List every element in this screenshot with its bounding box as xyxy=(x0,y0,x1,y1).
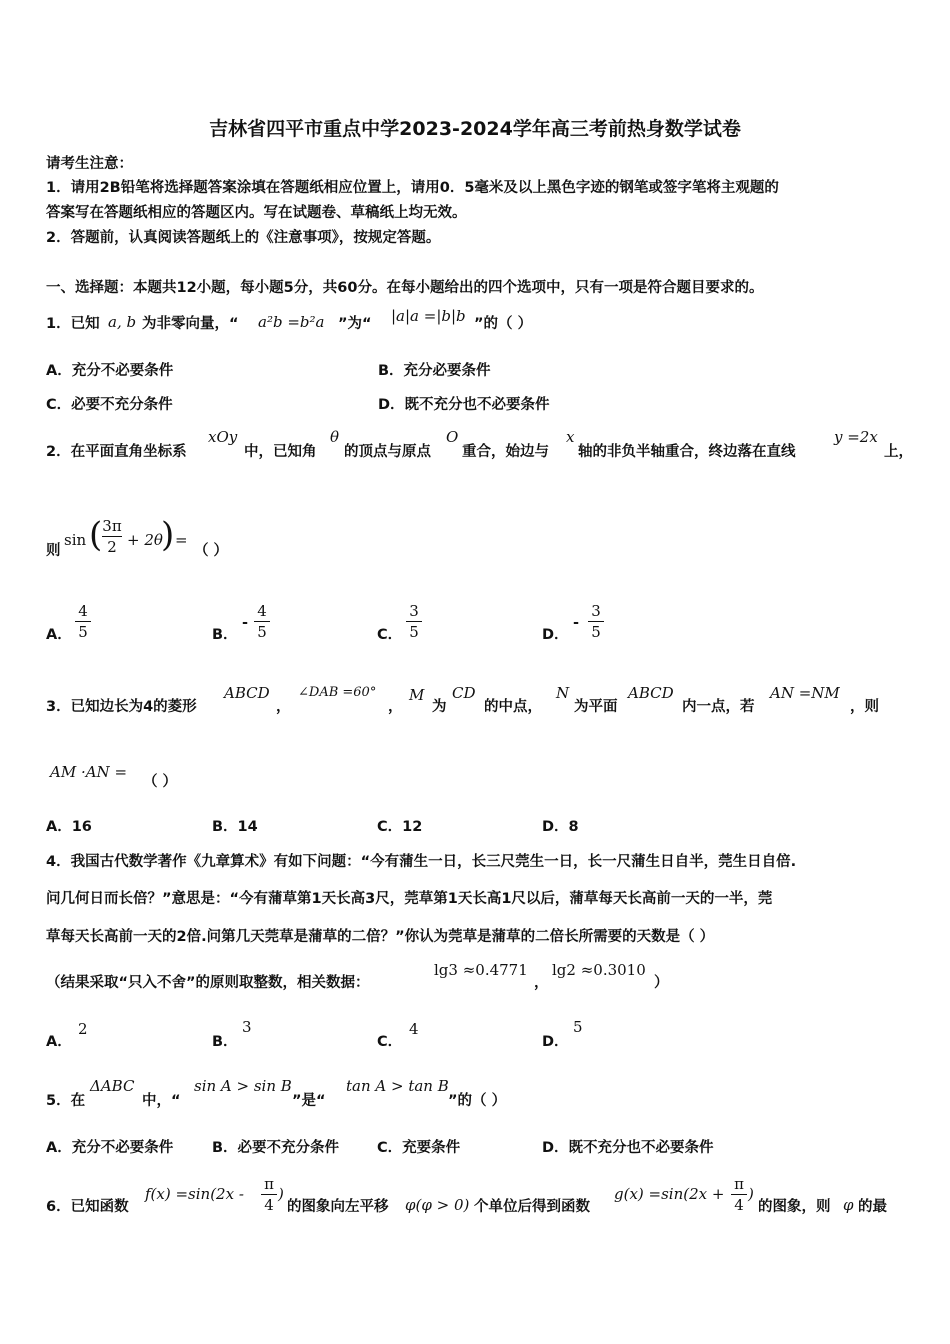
q3-math-1: ABCD xyxy=(224,684,270,702)
q4-option-d-value: 5 xyxy=(573,1018,583,1036)
q2-option-a-frac xyxy=(75,601,91,642)
q6-math-4: φ xyxy=(843,1196,854,1214)
q3-math-6: ABCD xyxy=(628,684,674,702)
q2-text-1: 2．在平面直角坐标系 xyxy=(46,444,187,460)
section-heading: 一、选择题：本题共12小题，每小题5分，共60分。在每小题给出的四个选项中，只有一项是符合题目要求的。 xyxy=(46,280,764,296)
q1-text-2: 为非零向量，“ xyxy=(142,316,239,332)
q4-option-c-value: 4 xyxy=(409,1020,419,1038)
q3-text-7: 内一点，若 xyxy=(682,699,755,715)
q3-text-8: ，则 xyxy=(850,699,879,715)
notice-line-2: 答案写在答题纸相应的答题区内。写在试题卷、草稿纸上均无效。 xyxy=(46,205,467,221)
q2-equals: = xyxy=(175,531,188,549)
q2-option-d-label: D． xyxy=(542,627,569,643)
q5-math-3: tan A > tan B xyxy=(346,1077,449,1095)
q6-text-5: 的最 xyxy=(858,1199,887,1215)
q6-math-1: f(x) =sin(2x - xyxy=(145,1185,244,1203)
q1-option-a: A．充分不必要条件 xyxy=(46,363,174,379)
q6-fraction-2 xyxy=(731,1174,747,1215)
q5-text-3: ”是“ xyxy=(292,1093,326,1109)
q2-math-1: xOy xyxy=(208,428,238,446)
q2-text-4: 重合，始边与 xyxy=(462,444,549,460)
q5-option-c: C．充要条件 xyxy=(377,1140,461,1156)
q3-option-c: C．12 xyxy=(377,819,423,835)
q6-math-3: g(x) =sin(2x + xyxy=(614,1185,725,1203)
q2-a-den: 5 xyxy=(78,623,88,641)
q6-fraction-1 xyxy=(261,1174,277,1215)
q3-text-9: （ ） xyxy=(143,774,178,790)
q4-option-d-label: D． xyxy=(542,1034,569,1050)
q5-math-1: ΔABC xyxy=(90,1077,135,1095)
q2-option-d-frac xyxy=(588,601,604,642)
q2-option-b-label: B． xyxy=(212,627,238,643)
q2-math-2: θ xyxy=(330,428,340,446)
q1-math-3: |a|a =|b|b xyxy=(391,307,466,325)
q3-option-d: D．8 xyxy=(542,819,579,835)
q2-plus-term: + 2θ xyxy=(127,531,163,549)
q4-option-b-label: B． xyxy=(212,1034,238,1050)
q6-frac-2-den: 4 xyxy=(734,1196,744,1214)
q6-frac-1-num: π xyxy=(261,1174,277,1195)
q4-math-1: lg3 ≈0.4771 xyxy=(434,961,528,979)
q2-frac-den: 2 xyxy=(107,538,117,556)
q2-text-6: 上， xyxy=(884,444,913,460)
q5-option-a: A．充分不必要条件 xyxy=(46,1140,174,1156)
q5-option-b: B．必要不充分条件 xyxy=(212,1140,340,1156)
q2-text-3: 的顶点与原点 xyxy=(344,444,431,460)
q3-math-5: N xyxy=(556,684,570,702)
q2-text-7: 则 xyxy=(46,543,61,559)
q1-text-3: ”为“ xyxy=(338,316,372,332)
q1-option-b: B．充分必要条件 xyxy=(378,363,491,379)
q2-frac-num: 3π xyxy=(102,517,122,535)
q4-option-c-label: C． xyxy=(377,1034,403,1050)
q2-b-num: 4 xyxy=(254,601,270,622)
q5-text-4: ”的（ ） xyxy=(448,1093,507,1109)
q4-text-3: ） xyxy=(654,975,669,991)
q4-line-2: 问几何日而长倍？”意思是：“今有蒲草第1天长高3尺，莞草第1天长高1尺以后，蒲草每天长高前一天的一半，莞 xyxy=(46,891,773,907)
q4-option-b-value: 3 xyxy=(242,1018,252,1036)
q6-math-3-close: ) xyxy=(748,1185,754,1203)
notice-line-3: 2．答题前，认真阅读答题纸上的《注意事项》，按规定答题。 xyxy=(46,230,441,246)
q3-math-3: M xyxy=(409,686,425,704)
q6-text-2: 的图象向左平移 xyxy=(287,1199,389,1215)
q2-option-a-label: A． xyxy=(46,627,72,643)
q2-c-num: 3 xyxy=(406,601,422,622)
q2-d-den: 5 xyxy=(591,623,601,641)
q3-math-7: AN =NM xyxy=(770,684,840,702)
q3-option-b: B．14 xyxy=(212,819,258,835)
q3-text-2: ， xyxy=(276,699,291,715)
q6-frac-2-num: π xyxy=(731,1174,747,1195)
q5-math-2: sin A > sin B xyxy=(194,1077,292,1095)
q6-text-1: 6．已知函数 xyxy=(46,1199,129,1215)
q2-sin: sin xyxy=(64,531,87,549)
q1-math-1: a, b xyxy=(108,313,137,331)
q6-frac-1-den: 4 xyxy=(264,1196,274,1214)
q2-fraction xyxy=(102,516,122,557)
q2-b-den: 5 xyxy=(257,623,267,641)
notice-line-1: 1．请用2B铅笔将选择题答案涂填在答题纸相应位置上，请用0．5毫米及以上黑色字迹的钢笔或签字笔将主观题的 xyxy=(46,180,779,196)
q5-option-d: D．既不充分也不必要条件 xyxy=(542,1140,714,1156)
q3-option-a: A．16 xyxy=(46,819,92,835)
q1-text-1: 1．已知 xyxy=(46,316,100,332)
q3-math-4: CD xyxy=(452,684,476,702)
q5-text-1: 5．在 xyxy=(46,1093,86,1109)
q2-option-b-sign: - xyxy=(242,615,249,631)
q2-option-b-frac xyxy=(254,601,270,642)
q6-text-3: 个单位后得到函数 xyxy=(474,1199,590,1215)
q2-paren-right: ) xyxy=(161,515,175,555)
q1-option-d: D．既不充分也不必要条件 xyxy=(378,397,550,413)
q2-option-c-frac xyxy=(406,601,422,642)
q3-math-8: AM ·AN = xyxy=(50,763,128,781)
q2-text-8: （ ） xyxy=(194,543,229,559)
q4-text-1: （结果采取“只入不舍”的原则取整数，相关数据： xyxy=(46,975,370,991)
q4-option-a-label: A． xyxy=(46,1034,72,1050)
q1-text-4: ”的（ ） xyxy=(474,316,533,332)
page-title: 吉林省四平市重点中学2023-2024学年高三考前热身数学试卷 xyxy=(209,118,741,140)
q3-text-6: 为平面 xyxy=(574,699,618,715)
q2-option-c-label: C． xyxy=(377,627,403,643)
q4-line-1: 4．我国古代数学著作《九章算术》有如下问题：“今有蒲生一日，长三尺莞生一日，长一尺蒲生日自半，莞生日自倍. xyxy=(46,854,797,870)
q4-math-2: lg2 ≈0.3010 xyxy=(552,961,646,979)
q2-d-num: 3 xyxy=(588,601,604,622)
q4-line-3: 草每天长高前一天的2倍.问第几天莞草是蒲草的二倍？”你认为莞草是蒲草的二倍长所需要的天数是（ ） xyxy=(46,929,715,945)
q2-c-den: 5 xyxy=(409,623,419,641)
q2-text-2: 中，已知角 xyxy=(244,444,317,460)
q3-text-4: 为 xyxy=(432,699,447,715)
q3-text-3: ， xyxy=(388,699,403,715)
q6-math-1-close: ) xyxy=(278,1185,284,1203)
q1-math-2: a²b =b²a xyxy=(258,313,325,331)
q3-text-5: 的中点， xyxy=(484,699,542,715)
q3-math-2: ∠DAB =60° xyxy=(298,685,377,700)
q6-math-2: φ(φ > 0) xyxy=(405,1196,470,1214)
q1-option-c: C．必要不充分条件 xyxy=(46,397,173,413)
q4-option-a-value: 2 xyxy=(78,1020,88,1038)
q2-math-4: x xyxy=(566,428,575,446)
q4-text-2: ， xyxy=(534,975,549,991)
q2-math-3: O xyxy=(446,428,459,446)
q2-math-5: y =2x xyxy=(834,428,878,446)
q2-option-d-sign: - xyxy=(573,615,580,631)
q5-text-2: 中，“ xyxy=(142,1093,181,1109)
q2-a-num: 4 xyxy=(75,601,91,622)
q6-text-4: 的图象，则 xyxy=(758,1199,831,1215)
q2-text-5: 轴的非负半轴重合，终边落在直线 xyxy=(578,444,796,460)
q2-paren-left: ( xyxy=(89,515,103,555)
q3-text-1: 3．已知边长为4的菱形 xyxy=(46,699,197,715)
notice-heading: 请考生注意： xyxy=(46,156,133,172)
